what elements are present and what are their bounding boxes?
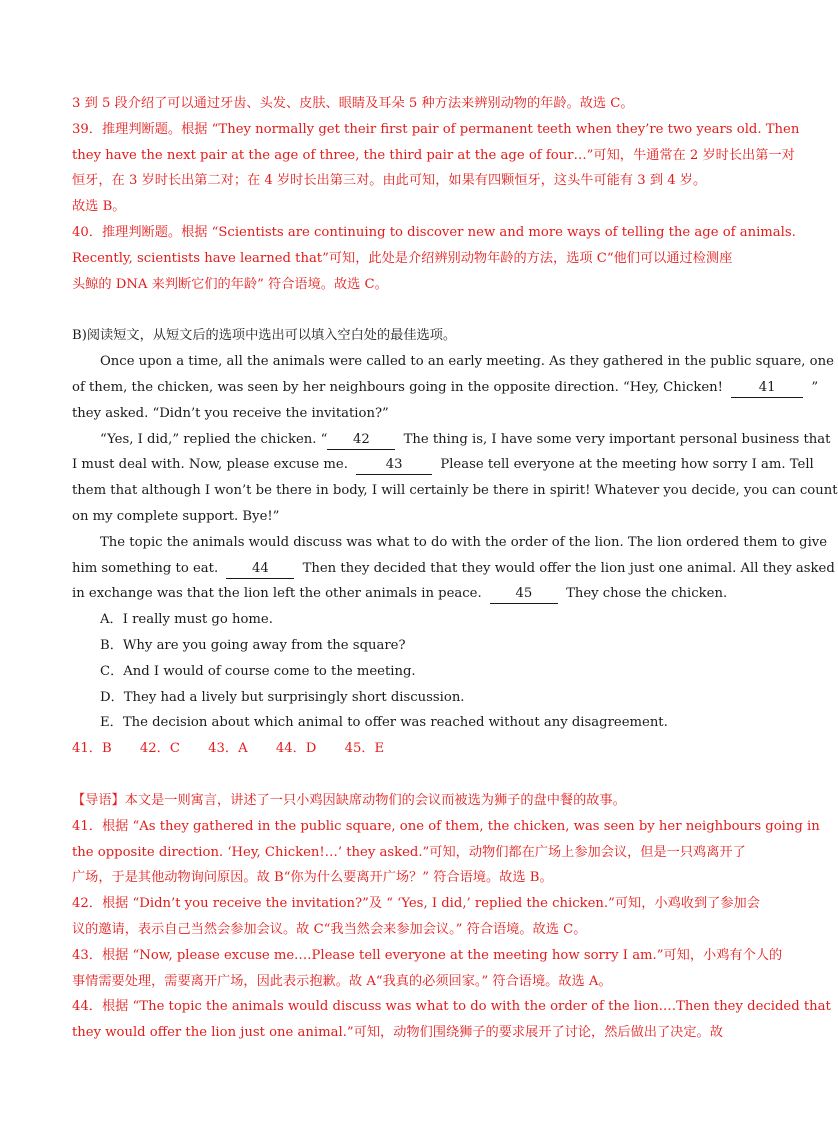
blank-44[interactable]: 44 [226,560,294,579]
explanation-line: the opposite direction. ‘Hey, Chicken!…’ they asked.”可知，动物们都在广场上参加会议，但是一只鸡离开了 [72,844,746,860]
explanation-line: 39．推理判断题。根据 “They normally get their first pair of permanent teeth when they’re two years old. Then [72,121,800,137]
passage-line: them that although I won’t be there in body, I will certainly be there in spirit! Whatever you decide, you can count [72,483,838,499]
answer-41: 41．B [72,741,112,757]
passage-text: him something to eat. [72,560,219,576]
passage-text: I must deal with. Now, please excuse me. [72,457,348,473]
passage-line [72,452,814,478]
options-list [72,607,732,736]
explanation-line: 广场，于是其他动物询问原因。故 B“你为什么要离开广场？” 符合语境。故选 B。 [72,870,553,886]
explanation-line: they would offer the lion just one animal.”可知，动物们围绕狮子的要求展开了讨论，然后做出了决定。故 [72,1025,723,1041]
explanation-line: 44．根据 “The topic the animals would discuss was what to do with the order of the lion.…Then they decided that [72,999,831,1015]
option-e: E．The decision about which animal to offer was reached without any disagreement. [100,715,668,731]
passage-text: They chose the chicken. [566,586,728,602]
explanation-line: 41．根据 “As they gathered in the public square, one of them, the chicken, was seen by her neighbours going in [72,818,820,834]
passage-line: The topic the animals would discuss was what to do with the order of the lion. The lion ordered them to give [100,534,828,550]
blank-43[interactable]: 43 [356,456,432,475]
blank-42[interactable]: 42 [327,431,395,450]
passage-line: on my complete support. Bye!” [72,508,280,524]
explanation-line: 恒牙，在 3 岁时长出第二对；在 4 岁时长出第三对。由此可知，如果有四颗恒牙，这头牛可能有 3 到 4 岁。 [72,173,707,189]
section-heading: B)阅读短文，从短文后的选项中选出可以填入空白处的最佳选项。 [72,328,457,344]
answer-45: 45．E [344,741,385,757]
explanation-line: 3 到 5 段介绍了可以通过牙齿、头发、皮肤、眼睛及耳朵 5 种方法来辨别动物的年龄。故选 C。 [72,96,634,111]
passage-line [72,427,831,453]
passage-text: in exchange was that the lion left the other animals in peace. [72,586,482,602]
option-a: A．I really must go home. [100,612,273,628]
passage-line [72,375,819,401]
explanation-line: 事情需要处理，需要离开广场，因此表示抱歉。故 A“我真的必须回家。” 符合语境。故选 A。 [72,973,612,989]
explanation-line: 头鲸的 DNA 来判断它们的年龄” 符合语境。故选 C。 [72,276,388,292]
explanation-line: 40．推理判断题。根据 “Scientists are continuing to discover new and more ways of telling the age of animals. [72,224,796,240]
explanation-line: 议的邀请，表示自己当然会参加会议。故 C“我当然会来参加会议。” 符合语境。故选 C。 [72,921,587,937]
passage-text: of them, the chicken, was seen by her neighbours going in the opposite direction. “Hey, Chicken! [72,379,723,395]
passage-text: The thing is, I have some very important personal business that [403,431,831,447]
answer-43: 43．A [208,741,248,757]
explanation-line: 43．根据 “Now, please excuse me.…Please tell everyone at the meeting how sorry I am.”可知，小鸡有个人的 [72,947,783,963]
guide-line: 【导语】本文是一则寓言，讲述了一只小鸡因缺席动物们的会议而被选为狮子的盘中餐的故事。 [72,792,626,808]
passage-text: “Yes, I did,” replied the chicken. “ [100,431,328,447]
option-d: D．They had a lively but surprisingly short discussion. [100,689,465,705]
passage-text: Please tell everyone at the meeting how sorry I am. Tell [440,457,814,473]
explanation-line: they have the next pair at the age of three, the third pair at the age of four…”可知，牛通常在 2 岁时长出第一对 [72,147,795,163]
passage [72,349,838,607]
explanation-line: 42．根据 “Didn’t you receive the invitation?”及 “ ‘Yes, I did,’ replied the chicken.”可知，小鸡收到了参加会 [72,896,760,912]
passage-line [72,556,835,582]
explanation-line: 故选 B。 [72,199,126,215]
top-explanations [72,91,800,297]
answer-key [72,736,732,762]
option-b: B．Why are you going away from the square? [100,637,406,653]
answer-42: 42．C [139,741,180,757]
explanation-line: Recently, scientists have learned that”可知，此处是介绍辨别动物年龄的方法，选项 C“他们可以通过检测座 [72,250,733,266]
document-page [72,91,838,1046]
blank-45[interactable]: 45 [490,585,558,604]
passage-text: Then they decided that they would offer the lion just one animal. All they asked [302,560,835,576]
passage-line: Once upon a time, all the animals were called to an early meeting. As they gathered in the public square, one [100,354,834,370]
option-c: C．And I would of course come to the meeting. [100,663,416,679]
passage-line: they asked. “Didn’t you receive the invitation?” [72,405,389,421]
answer-44: 44．D [275,741,317,757]
passage-line [72,581,732,607]
bottom-explanations [72,788,831,1046]
passage-text: ” [811,379,819,395]
blank-41[interactable]: 41 [731,379,803,398]
